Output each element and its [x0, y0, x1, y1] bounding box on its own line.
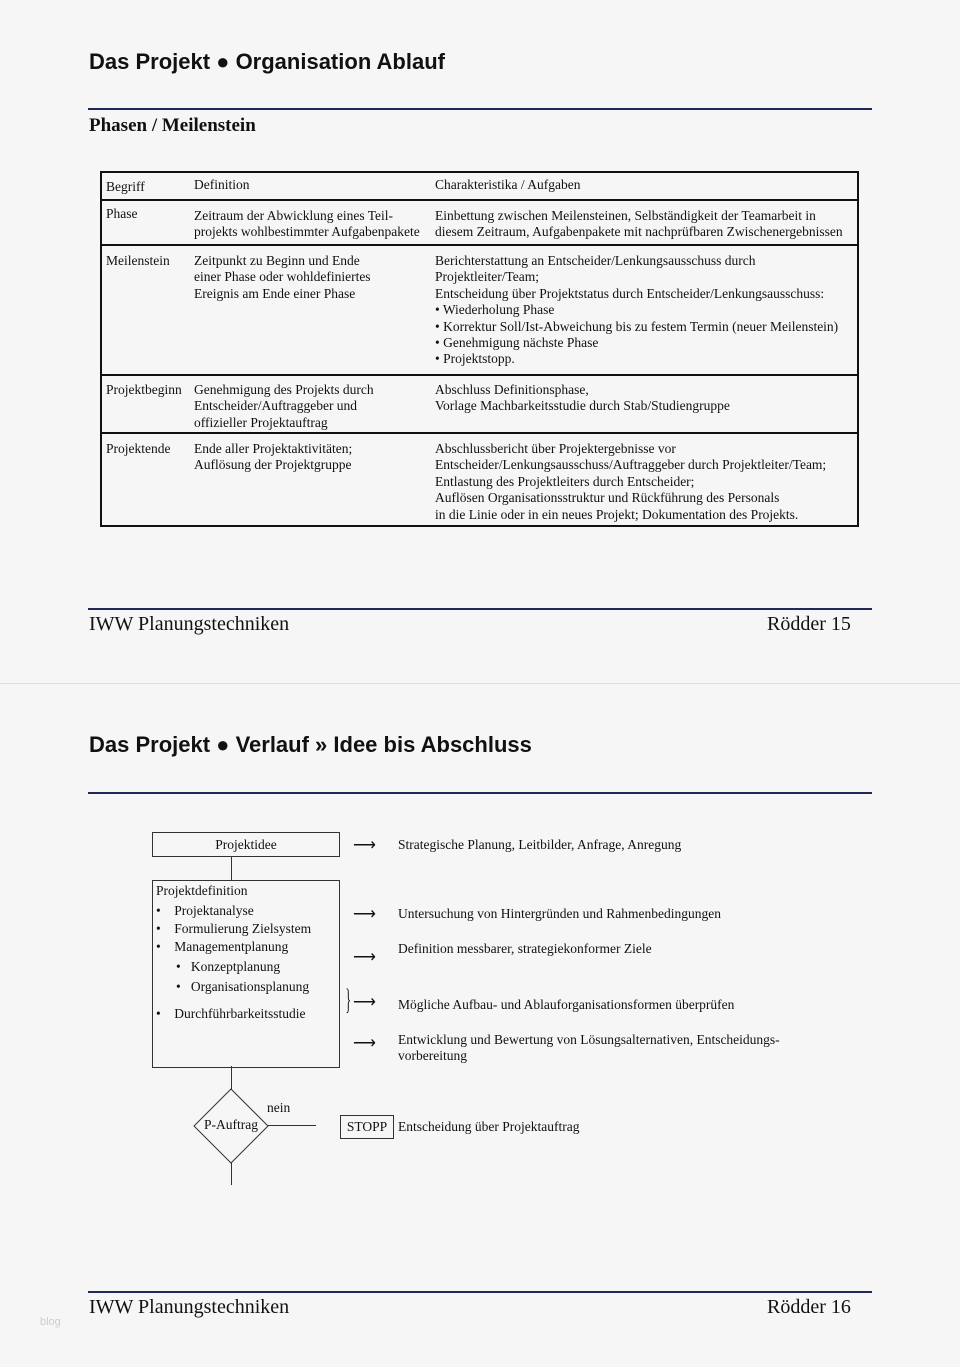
- row-term: Projektbeginn: [106, 382, 182, 397]
- row-definition-line: Zeitraum der Abwicklung eines Teil-: [194, 208, 393, 223]
- description-text: vorbereitung: [398, 1048, 467, 1063]
- row-task-line: Projektleiter/Team;: [435, 269, 540, 285]
- bullet-item: • Projektanalyse: [156, 903, 254, 918]
- row-task-line: in die Linie oder in ein neues Projekt; Dokumentation des Projekts.: [435, 506, 799, 522]
- connector: [231, 1066, 232, 1090]
- connector: [231, 1163, 232, 1185]
- row-task-line: Entscheidung über Projektstatus durch Entscheider/Lenkungsausschuss:: [435, 285, 825, 301]
- row-definition-line: Genehmigung des Projekts durch: [194, 382, 374, 397]
- row-task-line: Entlastung des Projektleiters durch Entscheider;: [435, 473, 695, 489]
- bullet-text: Organisationsplanung: [190, 979, 310, 994]
- arrow-icon: ⟶: [353, 994, 376, 1011]
- arrow-icon: ⟶: [353, 837, 376, 854]
- row-task-line: diesem Zeitraum, Aufgabenpakete mit nachprüfbaren Zwischenergebnissen: [435, 224, 843, 240]
- row-task-line: • Projektstopp.: [435, 351, 515, 367]
- row-term: Phase: [106, 206, 138, 221]
- page-separator: [0, 683, 960, 684]
- title-rule: [88, 108, 872, 110]
- header-term: Begriff: [106, 179, 145, 194]
- bullet-item: • Managementplanung: [156, 939, 289, 954]
- row-definition-line: offizieller Projektauftrag: [194, 414, 328, 430]
- row-task-line: • Korrektur Soll/Ist-Abweichung bis zu festem Termin (neuer Meilenstein): [435, 318, 839, 334]
- sub-bullet-item: • Konzeptplanung: [176, 959, 281, 974]
- slide2-title: Das Projekt ● Verlauf » Idee bis Abschluss: [89, 732, 532, 757]
- row-task-line: Auflösen Organisationsstruktur und Rückführung des Personals: [435, 490, 780, 506]
- header-definition: Definition: [194, 177, 250, 192]
- bullet-item: • Formulierung Zielsystem: [156, 921, 312, 936]
- description-text: Entwicklung und Bewertung von Lösungsalternativen, Entscheidungs-: [398, 1032, 780, 1047]
- row-definition-line: projekts wohlbestimmter Aufgabenpakete: [194, 224, 420, 240]
- bullet-text: Managementplanung: [174, 939, 289, 954]
- row-definition-line: Ereignis am Ende einer Phase: [194, 285, 356, 301]
- bullet-text: Konzeptplanung: [190, 959, 281, 974]
- slide2-footer-left: IWW Planungstechniken: [89, 1296, 290, 1318]
- row-definition-line: Auflösung der Projektgruppe: [194, 457, 352, 473]
- row-definition-line: Entscheider/Auftraggeber und: [194, 398, 358, 414]
- description-text: Entscheidung über Projektauftrag: [398, 1119, 580, 1134]
- slide1-footer-left: IWW Planungstechniken: [89, 613, 290, 635]
- arrow-icon: ⟶: [353, 1035, 376, 1052]
- description-text: Mögliche Aufbau- und Ablauforganisationsformen überprüfen: [398, 997, 735, 1012]
- row-definition-line: Zeitpunkt zu Beginn und Ende: [194, 253, 360, 268]
- row-task-line: • Genehmigung nächste Phase: [435, 335, 599, 350]
- slide2-footer-right: Rödder 16: [767, 1296, 851, 1318]
- watermark: blog: [40, 1316, 61, 1328]
- bullet-text: Durchführbarkeitsstudie: [174, 1006, 306, 1021]
- connector: [268, 1125, 316, 1126]
- header-tasks: Charakteristika / Aufgaben: [435, 177, 581, 192]
- row-divider: [100, 244, 859, 246]
- idea-box: Projektidee: [152, 832, 340, 857]
- slide1-subtitle: Phasen / Meilenstein: [89, 115, 256, 136]
- row-task-line: Vorlage Machbarkeitsstudie durch Stab/Studiengruppe: [435, 398, 730, 414]
- bullet-text: Projektanalyse: [174, 903, 254, 918]
- bullet-text: Formulierung Zielsystem: [174, 921, 312, 936]
- row-definition-line: Ende aller Projektaktivitäten;: [194, 441, 353, 456]
- bullet-item: • Durchführbarkeitsstudie: [156, 1006, 306, 1021]
- decision-label: P-Auftrag: [204, 1117, 258, 1132]
- description-text: Strategische Planung, Leitbilder, Anfrage, Anregung: [398, 837, 682, 852]
- row-task-line: Einbettung zwischen Meilensteinen, Selbständigkeit der Teamarbeit in: [435, 208, 816, 223]
- definition-title: Projektdefinition: [156, 883, 248, 898]
- stop-box: STOPP: [340, 1115, 394, 1139]
- row-divider: [100, 432, 859, 434]
- sub-bullet-item: • Organisationsplanung: [176, 979, 310, 994]
- connector: [231, 856, 232, 880]
- description-text: Definition messbarer, strategiekonformer Ziele: [398, 941, 652, 956]
- footer-rule: [88, 608, 872, 610]
- slide1-title: Das Projekt ● Organisation Ablauf: [89, 49, 445, 74]
- row-divider: [100, 199, 859, 201]
- row-task-line: Berichterstattung an Entscheider/Lenkungsausschuss durch: [435, 253, 756, 268]
- row-task-line: Abschlussbericht über Projektergebnisse vor: [435, 441, 676, 456]
- arrow-icon: ⟶: [353, 949, 376, 966]
- row-term: Projektende: [106, 441, 171, 456]
- row-definition-line: einer Phase oder wohldefiniertes: [194, 269, 371, 285]
- row-task-line: Entscheider/Lenkungsausschuss/Auftraggeber durch Projektleiter/Team;: [435, 457, 827, 473]
- row-term: Meilenstein: [106, 253, 170, 268]
- description-text: Untersuchung von Hintergründen und Rahmenbedingungen: [398, 906, 721, 921]
- slide1-footer-right: Rödder 15: [767, 613, 851, 635]
- no-label: nein: [267, 1100, 291, 1115]
- row-task-line: Abschluss Definitionsphase,: [435, 382, 589, 397]
- row-divider: [100, 374, 859, 376]
- brace-icon: }: [345, 983, 352, 1016]
- row-task-line: • Wiederholung Phase: [435, 302, 555, 318]
- title-rule: [88, 792, 872, 794]
- arrow-icon: ⟶: [353, 906, 376, 923]
- footer-rule: [88, 1291, 872, 1293]
